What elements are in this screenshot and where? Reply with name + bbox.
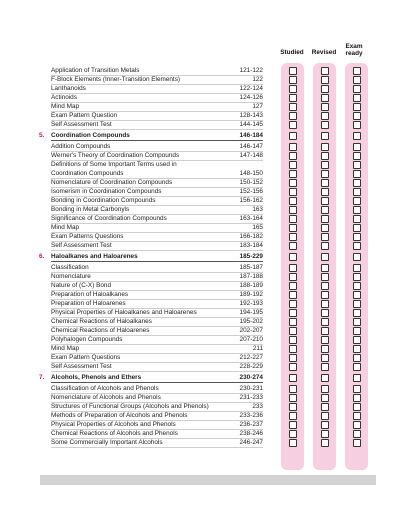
exam-ready-checkbox[interactable] — [353, 152, 361, 160]
revised-checkbox[interactable] — [321, 242, 329, 250]
studied-checkbox[interactable] — [289, 264, 297, 272]
studied-checkbox[interactable] — [289, 170, 297, 178]
studied-checkbox[interactable] — [289, 412, 297, 420]
topic-title: Mind Map — [51, 103, 80, 110]
toc-row — [51, 160, 263, 179]
exam-ready-checkbox[interactable] — [353, 132, 361, 140]
revised-checkbox[interactable] — [321, 170, 329, 178]
revised-checkbox[interactable] — [321, 85, 329, 93]
revised-checkbox[interactable] — [321, 121, 329, 129]
chapter-number: 5. — [39, 132, 45, 139]
topic-title: Classification of Alcohols and Phenols — [51, 385, 159, 392]
topic-title: Some Commercially Important Alcohols — [51, 439, 163, 446]
topic-title: Nature of (C-X) Bond — [51, 282, 112, 289]
exam-ready-checkbox[interactable] — [353, 385, 361, 393]
studied-checkbox[interactable] — [289, 76, 297, 84]
chapter-divider — [51, 382, 263, 383]
studied-checkbox[interactable] — [289, 206, 297, 214]
topic-title: Mind Map — [51, 224, 80, 231]
topic-title: Polyhalogen Compounds — [51, 336, 123, 343]
exam-ready-checkbox[interactable] — [353, 242, 361, 250]
exam-ready-checkbox[interactable] — [353, 412, 361, 420]
page-range: 194-195 — [239, 309, 263, 316]
topic-title: Methods of Preparation of Alcohols and Phenols — [51, 412, 188, 419]
page-range: 211 — [252, 345, 263, 352]
page-range: 166-182 — [239, 233, 263, 240]
chapter-number: 7. — [39, 374, 45, 381]
studied-checkbox[interactable] — [289, 94, 297, 102]
studied-checkbox[interactable] — [289, 403, 297, 411]
studied-checkbox[interactable] — [289, 179, 297, 187]
topic-title: F-Block Elements (Inner-Transition Elements) — [51, 76, 181, 83]
page-range: 128-143 — [239, 112, 263, 119]
studied-checkbox[interactable] — [289, 327, 297, 335]
revised-checkbox[interactable] — [321, 374, 329, 382]
exam-ready-checkbox[interactable] — [353, 112, 361, 120]
studied-checkbox[interactable] — [289, 430, 297, 438]
topic-title: Classification — [51, 264, 89, 271]
page-range: 150-152 — [239, 179, 263, 186]
topic-title: Nomenclature — [51, 273, 91, 280]
page-range: 124-126 — [239, 94, 263, 101]
topic-title: Preparation of Haloalkanes — [51, 291, 129, 298]
exam-ready-checkbox[interactable] — [353, 309, 361, 317]
revised-checkbox[interactable] — [321, 336, 329, 344]
exam-ready-checkbox[interactable] — [353, 121, 361, 129]
page-range: 238-246 — [239, 430, 263, 437]
studied-checkbox[interactable] — [289, 363, 297, 371]
revised-checkbox[interactable] — [321, 282, 329, 290]
revised-checkbox[interactable] — [321, 94, 329, 102]
revised-checkbox[interactable] — [321, 103, 329, 111]
revised-checkbox[interactable] — [321, 76, 329, 84]
revised-checkbox[interactable] — [321, 300, 329, 308]
page-range: 185-187 — [239, 264, 263, 271]
exam-ready-checkbox[interactable] — [353, 363, 361, 371]
studied-checkbox[interactable] — [289, 152, 297, 160]
toc-row — [51, 241, 263, 251]
exam-ready-checkbox[interactable] — [353, 291, 361, 299]
page-range: 148-150 — [239, 170, 263, 177]
revised-checkbox[interactable] — [321, 215, 329, 223]
exam-ready-checkbox[interactable] — [353, 354, 361, 362]
studied-checkbox[interactable] — [289, 67, 297, 75]
page-range: 207-210 — [239, 336, 263, 343]
exam-ready-checkbox[interactable] — [353, 374, 361, 382]
exam-ready-header-line1: Exam — [345, 43, 363, 50]
topic-title: Structures of Functional Groups (Alcohols and Phenols) — [51, 403, 209, 410]
page-range: 230-231 — [239, 385, 263, 392]
revised-checkbox[interactable] — [321, 439, 329, 447]
page-range: 212-227 — [239, 354, 263, 361]
page-range: 152-156 — [239, 188, 263, 195]
page-range: 122 — [252, 76, 263, 83]
studied-checkbox[interactable] — [289, 132, 297, 140]
revised-checkbox[interactable] — [321, 112, 329, 120]
topic-title: Isomerism in Coordination Compounds — [51, 188, 162, 195]
revised-checkbox[interactable] — [321, 161, 329, 169]
studied-checkbox[interactable] — [289, 273, 297, 281]
page-range: 185-229 — [239, 253, 263, 260]
chapter-row — [39, 131, 263, 140]
exam-ready-checkbox[interactable] — [353, 233, 361, 241]
studied-checkbox[interactable] — [289, 161, 297, 169]
revised-checkbox[interactable] — [321, 394, 329, 402]
chapter-divider — [51, 261, 263, 262]
topic-title: Mind Map — [51, 345, 80, 352]
topic-title: Nomenclature of Coordination Compounds — [51, 179, 173, 186]
topic-title: Bonding in Metal Carbonyls — [51, 206, 130, 213]
studied-checkbox[interactable] — [289, 394, 297, 402]
topic-title: Definitions of Some Important Terms used in Coordination Compounds — [51, 161, 177, 177]
revised-checkbox[interactable] — [321, 403, 329, 411]
page-range: 146-184 — [239, 132, 263, 139]
toc-row — [51, 362, 263, 372]
exam-ready-checkbox[interactable] — [353, 67, 361, 75]
exam-ready-checkbox[interactable] — [353, 224, 361, 232]
topic-title: Nomenclature of Alcohols and Phenols — [51, 394, 161, 401]
studied-checkbox[interactable] — [289, 282, 297, 290]
topic-title: Physical Properties of Haloalkanes and Haloarenes — [51, 309, 197, 316]
revised-checkbox[interactable] — [321, 143, 329, 151]
revised-checkbox[interactable] — [321, 67, 329, 75]
revised-checkbox[interactable] — [321, 264, 329, 272]
exam-ready-checkbox[interactable] — [353, 161, 361, 169]
page-range: 189-192 — [239, 291, 263, 298]
page-range: 147-148 — [239, 152, 263, 159]
studied-checkbox[interactable] — [289, 385, 297, 393]
exam-ready-checkbox[interactable] — [353, 188, 361, 196]
studied-checkbox[interactable] — [289, 318, 297, 326]
exam-ready-checkbox[interactable] — [353, 85, 361, 93]
topic-title: Werner's Theory of Coordination Compounds — [51, 152, 180, 159]
revised-checkbox[interactable] — [321, 363, 329, 371]
exam-ready-checkbox[interactable] — [353, 430, 361, 438]
studied-checkbox[interactable] — [289, 439, 297, 447]
toc-row — [51, 438, 263, 448]
revised-checkbox[interactable] — [321, 345, 329, 353]
page-range: 122-124 — [239, 85, 263, 92]
page-range: 183-184 — [239, 242, 263, 249]
topic-title: Chemical Reactions of Haloalkanes — [51, 318, 152, 325]
studied-checkbox[interactable] — [289, 121, 297, 129]
exam-ready-checkbox[interactable] — [353, 253, 361, 261]
exam-ready-checkbox[interactable] — [353, 264, 361, 272]
chapter-row — [39, 373, 263, 382]
page-range: 144-145 — [239, 121, 263, 128]
exam-ready-checkbox[interactable] — [353, 345, 361, 353]
chapter-number: 6. — [39, 253, 45, 260]
topic-title: Exam Pattern Question — [51, 112, 118, 119]
page-range: 236-237 — [239, 421, 263, 428]
chapter-title: Coordination Compounds — [51, 132, 130, 139]
topic-title: Application of Transition Metals — [51, 67, 140, 74]
revised-checkbox[interactable] — [321, 206, 329, 214]
chapter-title: Alcohols, Phenols and Ethers — [51, 374, 142, 381]
revised-header: Revised — [311, 49, 337, 56]
topic-title: Bonding in Coordination Compounds — [51, 197, 156, 204]
exam-ready-checkbox[interactable] — [353, 336, 361, 344]
exam-ready-checkbox[interactable] — [353, 327, 361, 335]
page-range: 233 — [252, 403, 263, 410]
exam-ready-header-line2: ready — [345, 50, 363, 57]
chapter-title: Haloalkanes and Haloarenes — [51, 253, 138, 260]
studied-checkbox[interactable] — [289, 291, 297, 299]
revised-checkbox[interactable] — [321, 253, 329, 261]
studied-checkbox[interactable] — [289, 233, 297, 241]
studied-checkbox[interactable] — [289, 103, 297, 111]
revised-checkbox[interactable] — [321, 318, 329, 326]
revised-checkbox[interactable] — [321, 291, 329, 299]
exam-ready-checkbox[interactable] — [353, 394, 361, 402]
revised-checkbox[interactable] — [321, 188, 329, 196]
topic-title: Self Assessment Test — [51, 363, 112, 370]
revised-checkbox[interactable] — [321, 327, 329, 335]
exam-ready-checkbox[interactable] — [353, 170, 361, 178]
page-range: 192-193 — [239, 300, 263, 307]
page-range: 231-233 — [239, 394, 263, 401]
revised-checkbox[interactable] — [321, 430, 329, 438]
topic-title: Lanthanoids — [51, 85, 86, 92]
page-range: 202-207 — [239, 327, 263, 334]
studied-checkbox[interactable] — [289, 242, 297, 250]
page-range: 121-122 — [239, 67, 263, 74]
exam-ready-checkbox[interactable] — [353, 206, 361, 214]
exam-ready-checkbox[interactable] — [353, 76, 361, 84]
exam-ready-checkbox[interactable] — [353, 179, 361, 187]
studied-checkbox[interactable] — [289, 309, 297, 317]
topic-title: Addition Compounds — [51, 143, 111, 150]
revised-checkbox[interactable] — [321, 197, 329, 205]
studied-checkbox[interactable] — [289, 197, 297, 205]
page-range: 156-162 — [239, 197, 263, 204]
topic-title: Physical Properties of Alcohols and Phenols — [51, 421, 176, 428]
studied-checkbox[interactable] — [289, 354, 297, 362]
studied-checkbox[interactable] — [289, 188, 297, 196]
exam-ready-checkbox[interactable] — [353, 439, 361, 447]
page-range: 165 — [252, 224, 263, 231]
exam-ready-checkbox[interactable] — [353, 197, 361, 205]
revised-checkbox[interactable] — [321, 273, 329, 281]
revised-checkbox[interactable] — [321, 421, 329, 429]
studied-checkbox[interactable] — [289, 253, 297, 261]
topic-title: Chemical Reactions of Haloarenes — [51, 327, 150, 334]
page-range: 188-189 — [239, 282, 263, 289]
page-range: 163-164 — [239, 215, 263, 222]
exam-ready-checkbox[interactable] — [353, 143, 361, 151]
chapter-divider — [51, 140, 263, 141]
topic-title: Self Assessment Test — [51, 121, 112, 128]
exam-ready-checkbox[interactable] — [353, 94, 361, 102]
studied-checkbox[interactable] — [289, 345, 297, 353]
revised-checkbox[interactable] — [321, 152, 329, 160]
page-range: 195-202 — [239, 318, 263, 325]
exam-ready-checkbox[interactable] — [353, 403, 361, 411]
exam-ready-checkbox[interactable] — [353, 103, 361, 111]
footer-bar — [40, 475, 376, 485]
revised-checkbox[interactable] — [321, 179, 329, 187]
revised-checkbox[interactable] — [321, 309, 329, 317]
page-range: 146-147 — [239, 143, 263, 150]
page-range: 246-247 — [239, 439, 263, 446]
studied-checkbox[interactable] — [289, 85, 297, 93]
revised-checkbox[interactable] — [321, 224, 329, 232]
exam-ready-checkbox[interactable] — [353, 215, 361, 223]
exam-ready-checkbox[interactable] — [353, 273, 361, 281]
page-range: 233-236 — [239, 412, 263, 419]
exam-ready-checkbox[interactable] — [353, 421, 361, 429]
studied-checkbox[interactable] — [289, 374, 297, 382]
studied-checkbox[interactable] — [289, 112, 297, 120]
studied-checkbox[interactable] — [289, 336, 297, 344]
topic-title: Preparation of Haloarenes — [51, 300, 126, 307]
revised-checkbox[interactable] — [321, 233, 329, 241]
studied-checkbox[interactable] — [289, 421, 297, 429]
topic-title: Exam Patterns Questions — [51, 233, 124, 240]
topic-title: Significance of Coordination Compounds — [51, 215, 167, 222]
page-range: 228-229 — [239, 363, 263, 370]
exam-ready-checkbox[interactable] — [353, 318, 361, 326]
revised-checkbox[interactable] — [321, 132, 329, 140]
studied-checkbox[interactable] — [289, 215, 297, 223]
studied-checkbox[interactable] — [289, 300, 297, 308]
exam-ready-checkbox[interactable] — [353, 282, 361, 290]
page-range: 187-188 — [239, 273, 263, 280]
topic-title: Chemical Reactions of Alcohols and Phenols — [51, 430, 178, 437]
toc-row — [51, 120, 263, 130]
topic-title: Self Assessment Test — [51, 242, 112, 249]
page-range: 163 — [252, 206, 263, 213]
studied-checkbox[interactable] — [289, 143, 297, 151]
studied-checkbox[interactable] — [289, 224, 297, 232]
revised-checkbox[interactable] — [321, 385, 329, 393]
page-range: 127 — [252, 103, 263, 110]
topic-title: Exam Pattern Questions — [51, 354, 121, 361]
studied-header: Studied — [280, 49, 304, 56]
exam-ready-checkbox[interactable] — [353, 300, 361, 308]
chapter-row — [39, 252, 263, 261]
revised-checkbox[interactable] — [321, 354, 329, 362]
revised-checkbox[interactable] — [321, 412, 329, 420]
page-range: 230-274 — [239, 374, 263, 381]
topic-title: Actinoids — [51, 94, 77, 101]
